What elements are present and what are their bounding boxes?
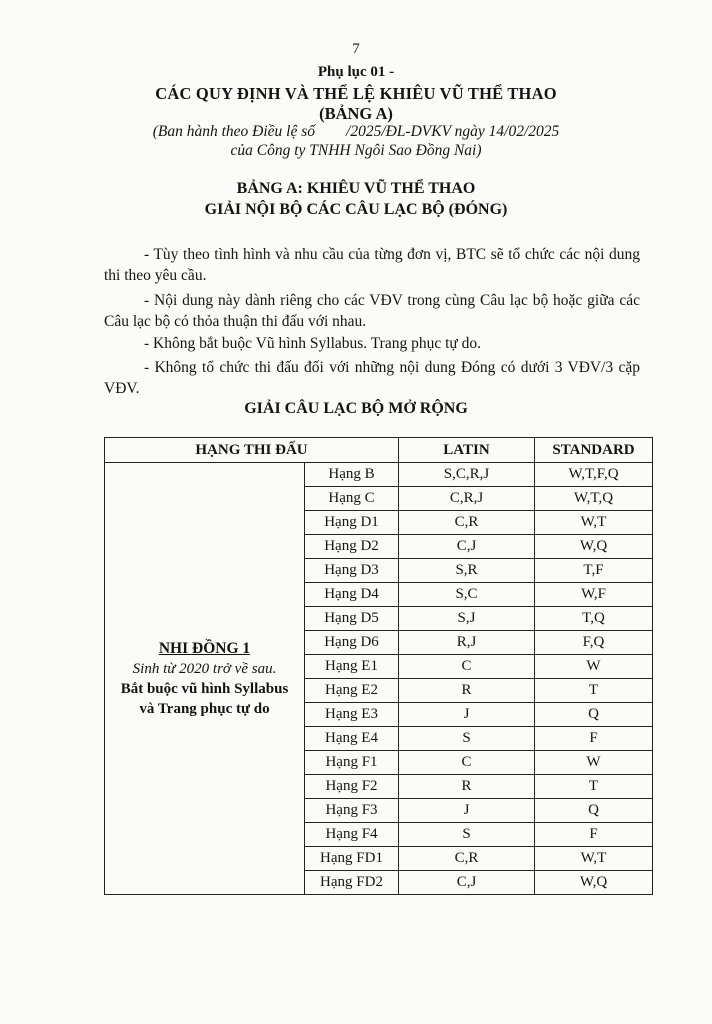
standard-cell: F: [535, 727, 653, 751]
table-title: GIẢI CÂU LẠC BỘ MỞ RỘNG: [244, 400, 468, 417]
header-category: HẠNG THI ĐẤU: [105, 438, 399, 463]
latin-cell: S: [399, 823, 535, 847]
table-header-row: [105, 438, 653, 463]
level-cell: Hạng D4: [305, 583, 399, 607]
age-group-cell: [105, 463, 305, 895]
level-cell: Hạng B: [305, 463, 399, 487]
standard-cell: T,Q: [535, 607, 653, 631]
standard-cell: W,Q: [535, 871, 653, 895]
standard-cell: F: [535, 823, 653, 847]
standard-cell: T,F: [535, 559, 653, 583]
paragraph: - Tùy theo tình hình và nhu cầu của từng đơn vị, BTC sẽ tổ chức các nội dung thi theo yêu cầu.: [104, 246, 640, 284]
level-cell: Hạng D1: [305, 511, 399, 535]
latin-cell: J: [399, 799, 535, 823]
standard-cell: W,T: [535, 511, 653, 535]
standard-cell: Q: [535, 799, 653, 823]
latin-cell: R: [399, 679, 535, 703]
document-title: CÁC QUY ĐỊNH VÀ THỂ LỆ KHIÊU VŨ THỂ THAO: [155, 84, 557, 103]
level-cell: Hạng F3: [305, 799, 399, 823]
section-title-line1: BẢNG A: KHIÊU VŨ THỂ THAO: [236, 180, 476, 197]
level-cell: Hạng F4: [305, 823, 399, 847]
age-group-name: NHI ĐỒNG 1: [158, 639, 251, 657]
latin-cell: S,C,R,J: [399, 463, 535, 487]
standard-cell: W,Q: [535, 535, 653, 559]
level-cell: Hạng FD2: [305, 871, 399, 895]
level-cell: Hạng D2: [305, 535, 399, 559]
latin-cell: R,J: [399, 631, 535, 655]
level-cell: Hạng E2: [305, 679, 399, 703]
standard-cell: W,T,Q: [535, 487, 653, 511]
standard-cell: W,T: [535, 847, 653, 871]
latin-cell: S,J: [399, 607, 535, 631]
standard-cell: W,T,F,Q: [535, 463, 653, 487]
table-label: (BẢNG A): [319, 104, 393, 123]
latin-cell: S,C: [399, 583, 535, 607]
section-title-line2: GIẢI NỘI BỘ CÁC CÂU LẠC BỘ (ĐÓNG): [204, 201, 508, 218]
paragraph: - Không tổ chức thi đấu đối với những nội dung Đóng có dưới 3 VĐV/3 cặp VĐV.: [104, 359, 640, 397]
age-group-birth: Sinh từ 2020 trở về sau.: [132, 660, 277, 677]
header-standard: STANDARD: [535, 438, 653, 463]
level-cell: Hạng E1: [305, 655, 399, 679]
annex-label: Phụ lục 01 -: [317, 64, 395, 80]
level-cell: Hạng E3: [305, 703, 399, 727]
age-group-requirement: Bắt buộc vũ hình Syllabus: [120, 680, 289, 697]
age-group-requirement: và Trang phục tự do: [139, 700, 270, 717]
level-cell: Hạng D5: [305, 607, 399, 631]
standard-cell: Q: [535, 703, 653, 727]
latin-cell: C,R: [399, 847, 535, 871]
paragraph: - Nội dung này dành riêng cho các VĐV trong cùng Câu lạc bộ hoặc giữa các Câu lạc bộ có thỏa thuận thi đấu với nhau.: [104, 292, 640, 330]
paragraph: - Không bắt buộc Vũ hình Syllabus. Trang phục tự do.: [144, 335, 482, 352]
latin-cell: C,J: [399, 535, 535, 559]
standard-cell: T: [535, 775, 653, 799]
level-cell: Hạng C: [305, 487, 399, 511]
latin-cell: C,R: [399, 511, 535, 535]
level-cell: Hạng D3: [305, 559, 399, 583]
latin-cell: J: [399, 703, 535, 727]
header-latin: LATIN: [399, 438, 535, 463]
issued-note-line1: (Ban hành theo Điều lệ số /2025/ĐL-DVKV ngày 14/02/2025: [152, 123, 560, 140]
standard-cell: W: [535, 655, 653, 679]
issued-note-line2: của Công ty TNHH Ngôi Sao Đồng Nai): [230, 142, 482, 159]
table-row: [105, 463, 653, 487]
level-cell: Hạng F1: [305, 751, 399, 775]
latin-cell: C: [399, 751, 535, 775]
standard-cell: W: [535, 751, 653, 775]
page-number: 7: [352, 41, 360, 57]
level-cell: Hạng FD1: [305, 847, 399, 871]
standard-cell: T: [535, 679, 653, 703]
standard-cell: F,Q: [535, 631, 653, 655]
standard-cell: W,F: [535, 583, 653, 607]
latin-cell: R: [399, 775, 535, 799]
latin-cell: S,R: [399, 559, 535, 583]
latin-cell: C: [399, 655, 535, 679]
latin-cell: C,R,J: [399, 487, 535, 511]
level-cell: Hạng D6: [305, 631, 399, 655]
level-cell: Hạng E4: [305, 727, 399, 751]
latin-cell: S: [399, 727, 535, 751]
level-cell: Hạng F2: [305, 775, 399, 799]
latin-cell: C,J: [399, 871, 535, 895]
competition-table: [104, 437, 653, 895]
